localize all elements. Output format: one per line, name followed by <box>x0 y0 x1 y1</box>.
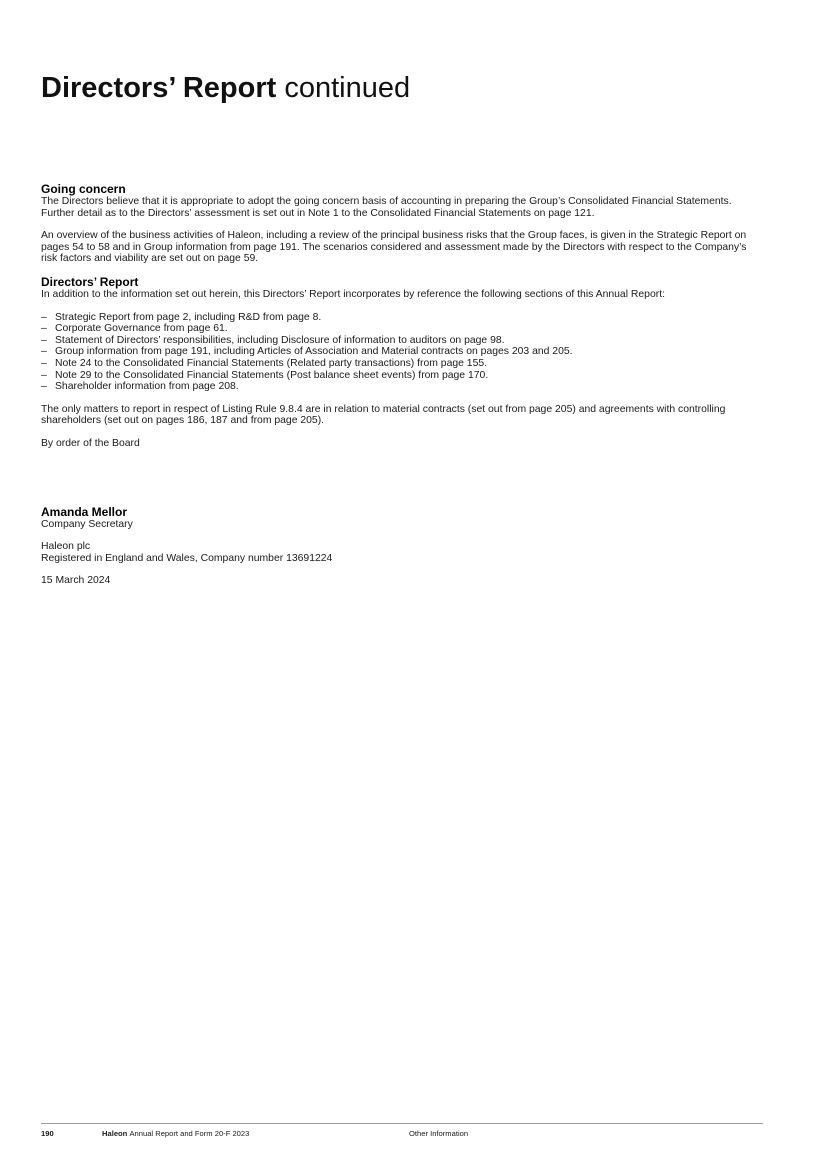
page-footer <box>41 1129 763 1141</box>
dash-bullet: – <box>41 311 47 323</box>
list-item-text: Shareholder information from page 208. <box>55 381 239 393</box>
list-item <box>41 358 761 370</box>
page-title-continued: continued <box>276 72 411 104</box>
going-concern-paragraph-2: An overview of the business activities of Haleon, including a review of the principal business risks that the Group faces, is given in the Strategic Report on pages 54 to 58 and in Group information from page 191. The scenarios considered and assessment made by the Directors with respect to the Company’s risk factors and viability are set out on page 59. <box>41 230 747 265</box>
dash-bullet: – <box>41 357 47 369</box>
report-date: 15 March 2024 <box>41 575 111 587</box>
dash-bullet: – <box>41 323 47 335</box>
list-item-text: Strategic Report from page 2, including R&D from page 8. <box>55 311 322 323</box>
company-registration: Registered in England and Wales, Company number 13691224 <box>41 552 333 564</box>
footer-report-title <box>102 1129 249 1139</box>
report-body <box>41 183 761 587</box>
list-item <box>41 335 761 347</box>
list-item <box>41 381 761 393</box>
going-concern-paragraph-1: The Directors believe that it is appropriate to adopt the going concern basis of accounting in preparing the Group’s Consolidated Financial Statements. Further detail as to the Directors’ assessment is set out in Note 1 to the Consolidated Financial Statements on page 121. <box>41 196 732 219</box>
footer-report-name: Annual Report and Form 20-F 2023 <box>129 1129 250 1138</box>
list-item-text: Corporate Governance from page 61. <box>55 323 228 335</box>
page-title <box>41 70 410 106</box>
incorporated-sections-list <box>41 312 761 393</box>
list-item-text: Statement of Directors’ responsibilities, including Disclosure of information to auditors on page 98. <box>55 334 505 346</box>
signatory-name: Amanda Mellor <box>41 504 128 519</box>
list-item-text: Note 29 to the Consolidated Financial Statements (Post balance sheet events) from page 170. <box>55 369 489 381</box>
dash-bullet: – <box>41 381 47 393</box>
dash-bullet: – <box>41 369 47 381</box>
directors-report-intro: In addition to the information set out herein, this Directors’ Report incorporates by reference the following sections of this Annual Report: <box>41 288 665 300</box>
footer-divider <box>41 1123 763 1124</box>
directors-report-heading: Directors’ Report <box>41 274 139 289</box>
list-item <box>41 346 761 358</box>
list-item <box>41 370 761 382</box>
list-item <box>41 323 761 335</box>
by-order-of-board: By order of the Board <box>41 437 140 449</box>
footer-brand: Haleon <box>102 1129 128 1138</box>
company-name: Haleon plc <box>41 541 91 553</box>
signatory-role: Company Secretary <box>41 518 133 530</box>
listing-rule-paragraph: The only matters to report in respect of Listing Rule 9.8.4 are in relation to material contracts (set out from page 205) and agreements with controlling shareholders (set out on pages 186, 187 and from page 205). <box>41 403 726 427</box>
footer-section: Other Information <box>409 1129 469 1138</box>
list-item <box>41 312 761 324</box>
list-item-text: Note 24 to the Consolidated Financial Statements (Related party transactions) from page 155. <box>55 357 488 369</box>
page-title-strong: Directors’ Report <box>41 72 277 104</box>
dash-bullet: – <box>41 346 47 358</box>
footer-page-number: 190 <box>41 1129 54 1138</box>
going-concern-heading: Going concern <box>41 182 126 196</box>
list-item-text: Group information from page 191, including Articles of Association and Material contracts on pages 203 and 205. <box>55 346 573 358</box>
dash-bullet: – <box>41 334 47 346</box>
